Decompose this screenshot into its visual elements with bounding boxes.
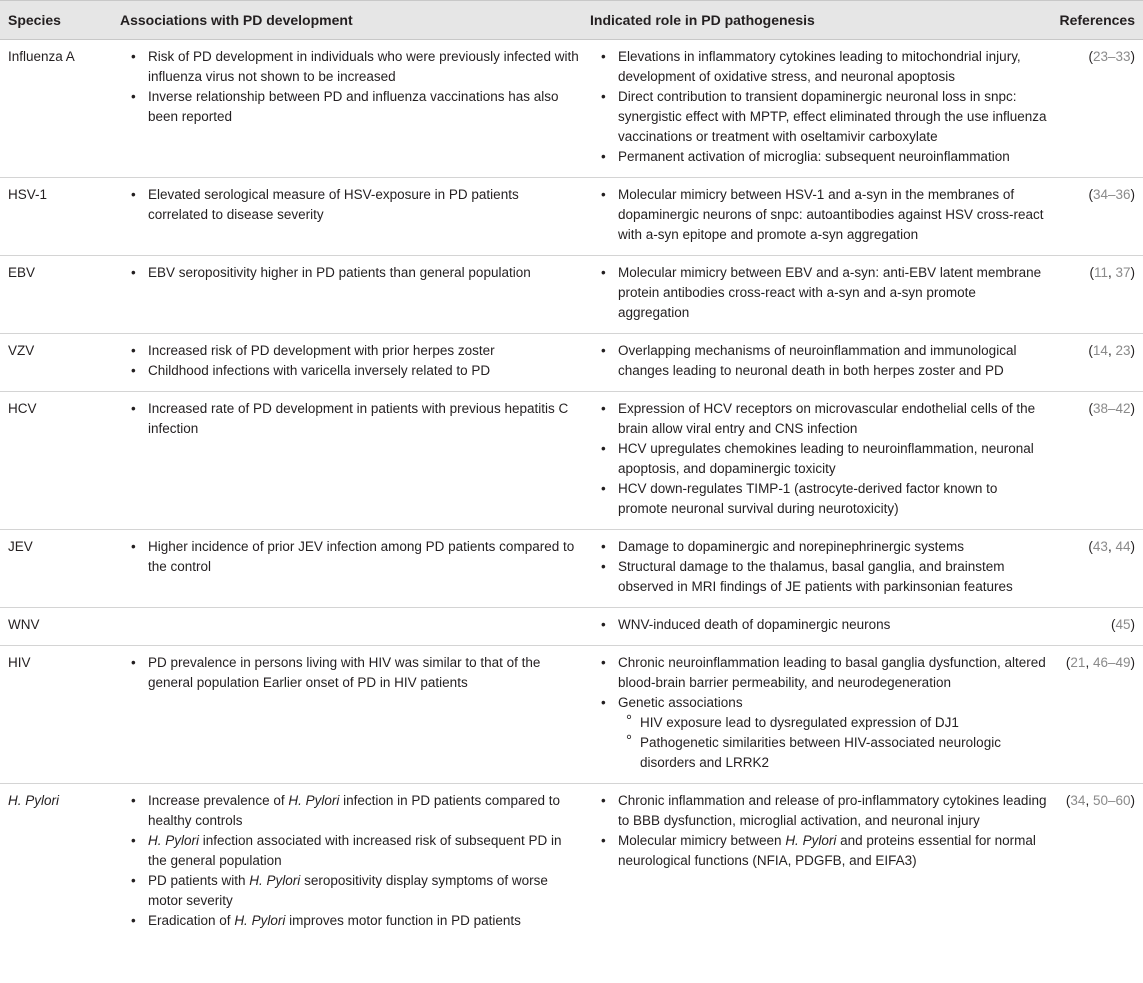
associations-list (120, 341, 582, 381)
reference-punct: ( (1065, 655, 1071, 670)
associations-cell (112, 256, 582, 334)
table-row (0, 608, 1143, 646)
reference-punct: ) (1130, 617, 1135, 632)
reference-punct: ) (1130, 265, 1135, 280)
list-item: • Permanent activation of microglia: subsequent neuroinflammation (618, 147, 1048, 167)
reference-punct: ( (1088, 343, 1093, 358)
species-cell: Influenza A (0, 40, 112, 178)
associations-list (120, 263, 582, 283)
associations-cell (112, 178, 582, 256)
reference-link[interactable]: 50–60 (1092, 793, 1131, 808)
reference-link[interactable]: 34 (1070, 793, 1086, 808)
list-item (618, 831, 1048, 871)
list-item: • HCV down-regulates TIMP-1 (astrocyte-derived factor known to promote neuronal survival during neurotoxicity) (618, 479, 1048, 519)
header-references: References (1048, 1, 1143, 40)
species-cell: EBV (0, 256, 112, 334)
reference-link[interactable]: 14 (1092, 343, 1108, 358)
role-cell (582, 256, 1048, 334)
role-list (590, 615, 1048, 635)
species-cell: HIV (0, 646, 112, 784)
list-item (148, 791, 582, 831)
role-cell (582, 334, 1048, 392)
associations-cell (112, 334, 582, 392)
reference-link[interactable]: 23 (1115, 343, 1131, 358)
list-item: • Increased rate of PD development in patients with previous hepatitis C infection (148, 399, 582, 439)
associations-list (120, 399, 582, 439)
reference-link[interactable]: 23–33 (1092, 49, 1131, 64)
references-cell (1048, 178, 1143, 256)
species-cell: HSV-1 (0, 178, 112, 256)
list-item (148, 911, 582, 931)
text-run: Increase prevalence of (148, 793, 289, 808)
associations-list (120, 185, 582, 225)
associations-cell (112, 784, 582, 942)
list-item: • Elevated serological measure of HSV-exposure in PD patients correlated to disease severity (148, 185, 582, 225)
header-row (0, 1, 1143, 40)
reference-link[interactable]: 45 (1115, 617, 1131, 632)
table-row (0, 334, 1143, 392)
list-item: • EBV seropositivity higher in PD patients than general population (148, 263, 582, 283)
references-cell (1048, 40, 1143, 178)
table-row (0, 256, 1143, 334)
reference-link[interactable]: 38–42 (1092, 401, 1131, 416)
species-cell: HCV (0, 392, 112, 530)
references-cell (1048, 530, 1143, 608)
italic-text: H. Pylori (288, 793, 340, 808)
references-cell (1048, 334, 1143, 392)
role-list (590, 653, 1048, 773)
reference-punct: , (1107, 265, 1116, 280)
text-run: seropositivity display symptoms of worse motor severity (148, 873, 548, 908)
reference-punct: , (1107, 343, 1116, 358)
associations-cell (112, 392, 582, 530)
associations-list (120, 791, 582, 931)
text-run: Chronic inflammation and release of pro-inflammatory cytokines leading to BBB dysfunction, microglial activation, and neuronal injury (618, 793, 1047, 828)
reference-punct: ( (1088, 187, 1093, 202)
reference-punct: , (1085, 655, 1093, 670)
references-cell (1048, 784, 1143, 942)
list-item: • HCV upregulates chemokines leading to neuroinflammation, neuronal apoptosis, and dopaminergic toxicity (618, 439, 1048, 479)
list-item: • Damage to dopaminergic and norepinephrinergic systems (618, 537, 1048, 557)
role-cell (582, 178, 1048, 256)
associations-list (120, 537, 582, 577)
text-run: Molecular mimicry between (618, 833, 786, 848)
associations-cell (112, 608, 582, 646)
list-item (618, 791, 1048, 831)
reference-punct: ) (1130, 187, 1135, 202)
reference-punct: , (1085, 793, 1093, 808)
table-row (0, 784, 1143, 942)
associations-cell (112, 40, 582, 178)
list-item: • Molecular mimicry between EBV and a-syn: anti-EBV latent membrane protein antibodies cross-react with a-syn and a-syn promote aggregation (618, 263, 1048, 323)
role-list (590, 341, 1048, 381)
italic-text: H. Pylori (785, 833, 837, 848)
sub-list (618, 713, 1048, 773)
role-list (590, 537, 1048, 597)
reference-link[interactable]: 46–49 (1092, 655, 1131, 670)
italic-text: H. Pylori (234, 913, 286, 928)
text-run: Eradication of (148, 913, 235, 928)
list-item: • WNV-induced death of dopaminergic neurons (618, 615, 1048, 635)
species-cell: JEV (0, 530, 112, 608)
species-cell: WNV (0, 608, 112, 646)
role-cell (582, 608, 1048, 646)
role-list (590, 399, 1048, 519)
list-item: • Genetic associations ° HIV exposure lead to dysregulated expression of DJ1 ° Pathogenetic similarities between HIV-associated neurologic disorders and LRRK2 (618, 693, 1048, 773)
table-row (0, 530, 1143, 608)
sub-list-item: ° HIV exposure lead to dysregulated expression of DJ1 (640, 713, 1048, 733)
reference-link[interactable]: 34–36 (1092, 187, 1131, 202)
role-list (590, 185, 1048, 245)
list-item: • Molecular mimicry between HSV-1 and a-syn in the membranes of dopaminergic neurons of snpc: autoantibodies against HSV cross-react with a-syn epitope and promote a-syn aggregation (618, 185, 1048, 245)
reference-punct: ( (1065, 793, 1071, 808)
reference-punct: ( (1088, 539, 1093, 554)
list-item: • Increased risk of PD development with prior herpes zoster (148, 341, 582, 361)
reference-punct: ( (1110, 617, 1116, 632)
reference-punct: ( (1088, 49, 1093, 64)
associations-cell (112, 530, 582, 608)
role-list (590, 263, 1048, 323)
list-item: • PD prevalence in persons living with HIV was similar to that of the general population Earlier onset of PD in HIV patients (148, 653, 582, 693)
reference-punct: ) (1130, 539, 1135, 554)
text-run: PD patients with (148, 873, 250, 888)
list-item (148, 831, 582, 871)
table-row (0, 40, 1143, 178)
list-item: • Risk of PD development in individuals who were previously infected with influenza virus not shown to be increased (148, 47, 582, 87)
list-item: • Childhood infections with varicella inversely related to PD (148, 361, 582, 381)
reference-punct: ( (1089, 265, 1094, 280)
reference-punct: ) (1130, 401, 1135, 416)
associations-list (120, 47, 582, 127)
reference-punct: , (1107, 539, 1116, 554)
list-item: • Inverse relationship between PD and influenza vaccinations has also been reported (148, 87, 582, 127)
associations-cell (112, 646, 582, 784)
table-row (0, 178, 1143, 256)
header-species: Species (0, 1, 112, 40)
associations-list (120, 653, 582, 693)
italic-text: H. Pylori (249, 873, 301, 888)
reference-link[interactable]: 21 (1070, 655, 1086, 670)
text-run: infection associated with increased risk of subsequent PD in the general population (148, 833, 562, 868)
reference-punct: ) (1130, 793, 1135, 808)
header-associations: Associations with PD development (112, 1, 582, 40)
list-item: • Direct contribution to transient dopaminergic neuronal loss in snpc: synergistic effect with MPTP, effect eliminated through the use influenza vaccinations or treatment with oseltamivir carboxylate (618, 87, 1048, 147)
italic-text: H. Pylori (148, 833, 200, 848)
reference-link[interactable]: 44 (1115, 539, 1131, 554)
reference-punct: ) (1130, 655, 1135, 670)
references-cell (1048, 392, 1143, 530)
table-body (0, 40, 1143, 942)
list-item: • Elevations in inflammatory cytokines leading to mitochondrial injury, development of oxidative stress, and neuronal apoptosis (618, 47, 1048, 87)
list-item (148, 871, 582, 911)
list-item: • Expression of HCV receptors on microvascular endothelial cells of the brain allow viral entry and CNS infection (618, 399, 1048, 439)
species-cell: H. Pylori (8, 793, 60, 808)
references-cell (1048, 608, 1143, 646)
table-row (0, 392, 1143, 530)
list-item: • Overlapping mechanisms of neuroinflammation and immunological changes leading to neuronal death in both herpes zoster and PD (618, 341, 1048, 381)
header-role: Indicated role in PD pathogenesis (582, 1, 1048, 40)
role-list (590, 791, 1048, 871)
reference-link[interactable]: 43 (1092, 539, 1108, 554)
role-cell (582, 40, 1048, 178)
references-cell (1048, 256, 1143, 334)
reference-punct: ( (1088, 401, 1093, 416)
text-run: and proteins essential for normal neurological functions (NFIA, PDGFB, and EIFA3) (618, 833, 1036, 868)
role-cell (582, 646, 1048, 784)
role-cell (582, 784, 1048, 942)
references-cell (1048, 646, 1143, 784)
reference-link[interactable]: 11 (1093, 265, 1108, 280)
reference-link[interactable]: 37 (1115, 265, 1131, 280)
list-item: • Chronic neuroinflammation leading to basal ganglia dysfunction, altered blood-brain barrier permeability, and neurodegeneration (618, 653, 1048, 693)
sub-list-item: ° Pathogenetic similarities between HIV-associated neurologic disorders and LRRK2 (640, 733, 1048, 773)
list-item: • Higher incidence of prior JEV infection among PD patients compared to the control (148, 537, 582, 577)
table-row (0, 646, 1143, 784)
species-cell: VZV (0, 334, 112, 392)
role-cell (582, 392, 1048, 530)
list-item: • Structural damage to the thalamus, basal ganglia, and brainstem observed in MRI findings of JE patients with parkinsonian features (618, 557, 1048, 597)
role-list (590, 47, 1048, 167)
text-run: improves motor function in PD patients (285, 913, 521, 928)
reference-punct: ) (1130, 343, 1135, 358)
role-cell (582, 530, 1048, 608)
text-run: infection in PD patients compared to healthy controls (148, 793, 560, 828)
reference-punct: ) (1130, 49, 1135, 64)
